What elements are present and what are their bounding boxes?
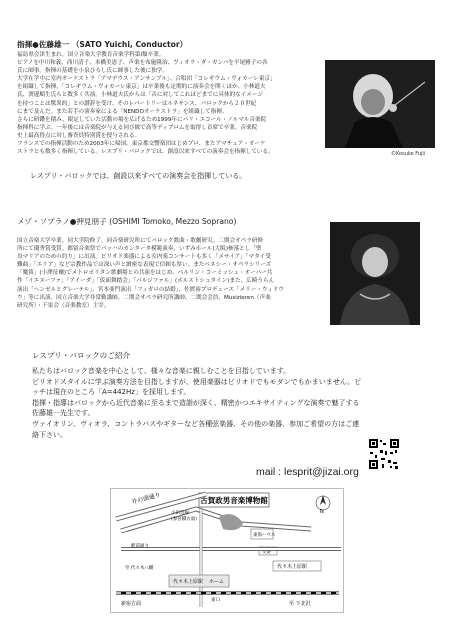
map-label-tokai: 東海ハウス: [253, 533, 276, 538]
intro-heading: レスプリ・バロックのご紹介: [32, 351, 131, 360]
conductor-portrait-image: [325, 60, 435, 148]
contact-mail[interactable]: mail : lesprit@jizai.org: [256, 466, 359, 478]
map-label-shinjuku: 新宿方面: [121, 601, 142, 607]
svg-text:N: N: [320, 509, 324, 515]
conductor-photo: [325, 60, 435, 148]
conductor-heading: 指揮●佐藤雄一 （SATO Yuichi, Conductor）: [17, 40, 188, 49]
map-label-ekimae: 駅前通り: [131, 544, 149, 549]
map-label-ochanomizu: 至 下北沢: [289, 601, 311, 607]
photo-credit: ©Kosuke Fujii: [391, 151, 426, 157]
map-label-exit: 東口: [211, 598, 220, 603]
qr-code-icon: [368, 438, 400, 470]
conductor-bio: 福島県会津生まれ。国立音楽大学教育音楽学科第Ⅰ類卒業。 ピアノを中川和義、西川清子、本橋美恵子、声楽を布施隆治、ヴィオラ・ダ・ガンバを平尾雅子の各 氏に師事。指揮の基礎を小泉ひろし氏に師事した後に独学。 大学在学中に室内オーケストラ「アマデウス・アンサンブル」、合唱団「コレギウム・ヴォカーレ東京」 を組織して指揮。「コレギウム・ヴォカーレ東京」は卒業後も定期的に演奏会を開くほか、小林道夫 氏、渡邊順生氏らと数多く共演。小林道夫氏からは「音に対してこれほどまでに具体的なイメージ を持つことは驚異的」との讃辞を受け、そのレパートリーはルネサンス、バロックから２０世紀 にまで及んだ。また若手の演奏家による「NENDOオーケストラ」を組織して指揮。 さらに研鑽を積み、限定していた活動の場を広げるため1999年にパリ・エコール・ノルマル音楽院 指揮科に学ぶ。一年後には音楽院が与える同び級で高等ディプロムを取得し首席で卒業。音楽院 史上最高得点に対し審査員特別賞を授与される。 フランスでの指揮活動のため2003年に帰国。東京都交響楽団はじめプロ、またアマチュア・オーケ ストラとも数多く指揮している。レスプリ・バロックでは、創設以来すべての演奏会を指揮している。: [17, 52, 276, 156]
map-label-street1: 小田急線: [171, 511, 189, 516]
access-map: [110, 488, 344, 613]
soprano-portrait-image: [330, 222, 420, 325]
map-title: 古賀政男音楽博物館: [200, 496, 268, 505]
soprano-bio: 国立音楽大学卒業。同大学院修了。同音楽研究所にてバロック歌曲・歌劇研究。二期会オペラ研修 所にて優秀賞受賞。都留音楽祭でバッハのカンタータ模範演奏、いずみホール(大阪)柿落とし「聖 母マリアのための約り」に出演。ピリオド楽器による室内楽コンサートも多く「メサイア」「マタイ受 難曲」「エリア」など宗教作品では深い声と緻密な表現で信頼も厚い。またベネシー・オペラシリーズ 「魔笛」(小澤征爾)でメトロポリタン歌劇場との共演をはじめ、ベルリン・コーミッシェ・オーパー共 作「イエヌーファ」「アイーダ」「仮面舞踏会」「パルジファル」(ホルストシュタイン)また、広崎うらん 演出「ヘンゼルとグレーテル」、宮本亜門演出「フィガロの結婚」、佐渡裕プロデュース「メリー・ウィドウ ウ」等に出演。国立音楽大学非常勤講師、二期会オペラ研究所講師、二期会会員、Musizieren（声楽 研究所）・千果会（音楽教室）主宰。: [17, 238, 284, 309]
map-label-street2: (参宮橋方面): [171, 517, 198, 522]
conductor-note: レスプリ・バロックでは、創設以来すべての演奏会を指揮している。: [30, 172, 247, 180]
soprano-photo: [330, 222, 420, 325]
map-label-koban: 交番: [262, 550, 271, 555]
map-label-station-road: 代々木上原駅: [173, 579, 204, 585]
map-label-platform: ホーム: [209, 579, 225, 585]
north-arrow-icon: [316, 495, 330, 515]
map-label-shiinamachi: 至 代々木八幡: [125, 566, 154, 571]
map-label-ino: 井の頭通り: [130, 491, 162, 506]
map-label-station: 代々木上原駅: [277, 564, 308, 570]
soprano-heading: メゾ・ソプラノ●押見朋子 (OSHIMI Tomoko, Mezzo Soprano): [17, 217, 237, 226]
intro-body: 私たちはバロック音楽を中心として、様々な音楽に親しむことを目指しています。 ピリオドスタイルに学ぶ演奏方法を目指しますが、使用楽器はピリオドでもモダンでもかまいません。ピ ッチは現在のところ「A=442Hz」を採用します。 指揮・指導はバロックから近代音楽に至るまで造詣が深く、精密かつエキサイティングな演奏で魅了する 佐藤雄一先生です。 ヴァイオリン、ヴィオラ、コントラバスやギターなど各種弦楽器、その他の楽器、参加ご希望の方はご連 絡下さい。: [32, 367, 362, 439]
map-building-museum: [219, 514, 243, 530]
